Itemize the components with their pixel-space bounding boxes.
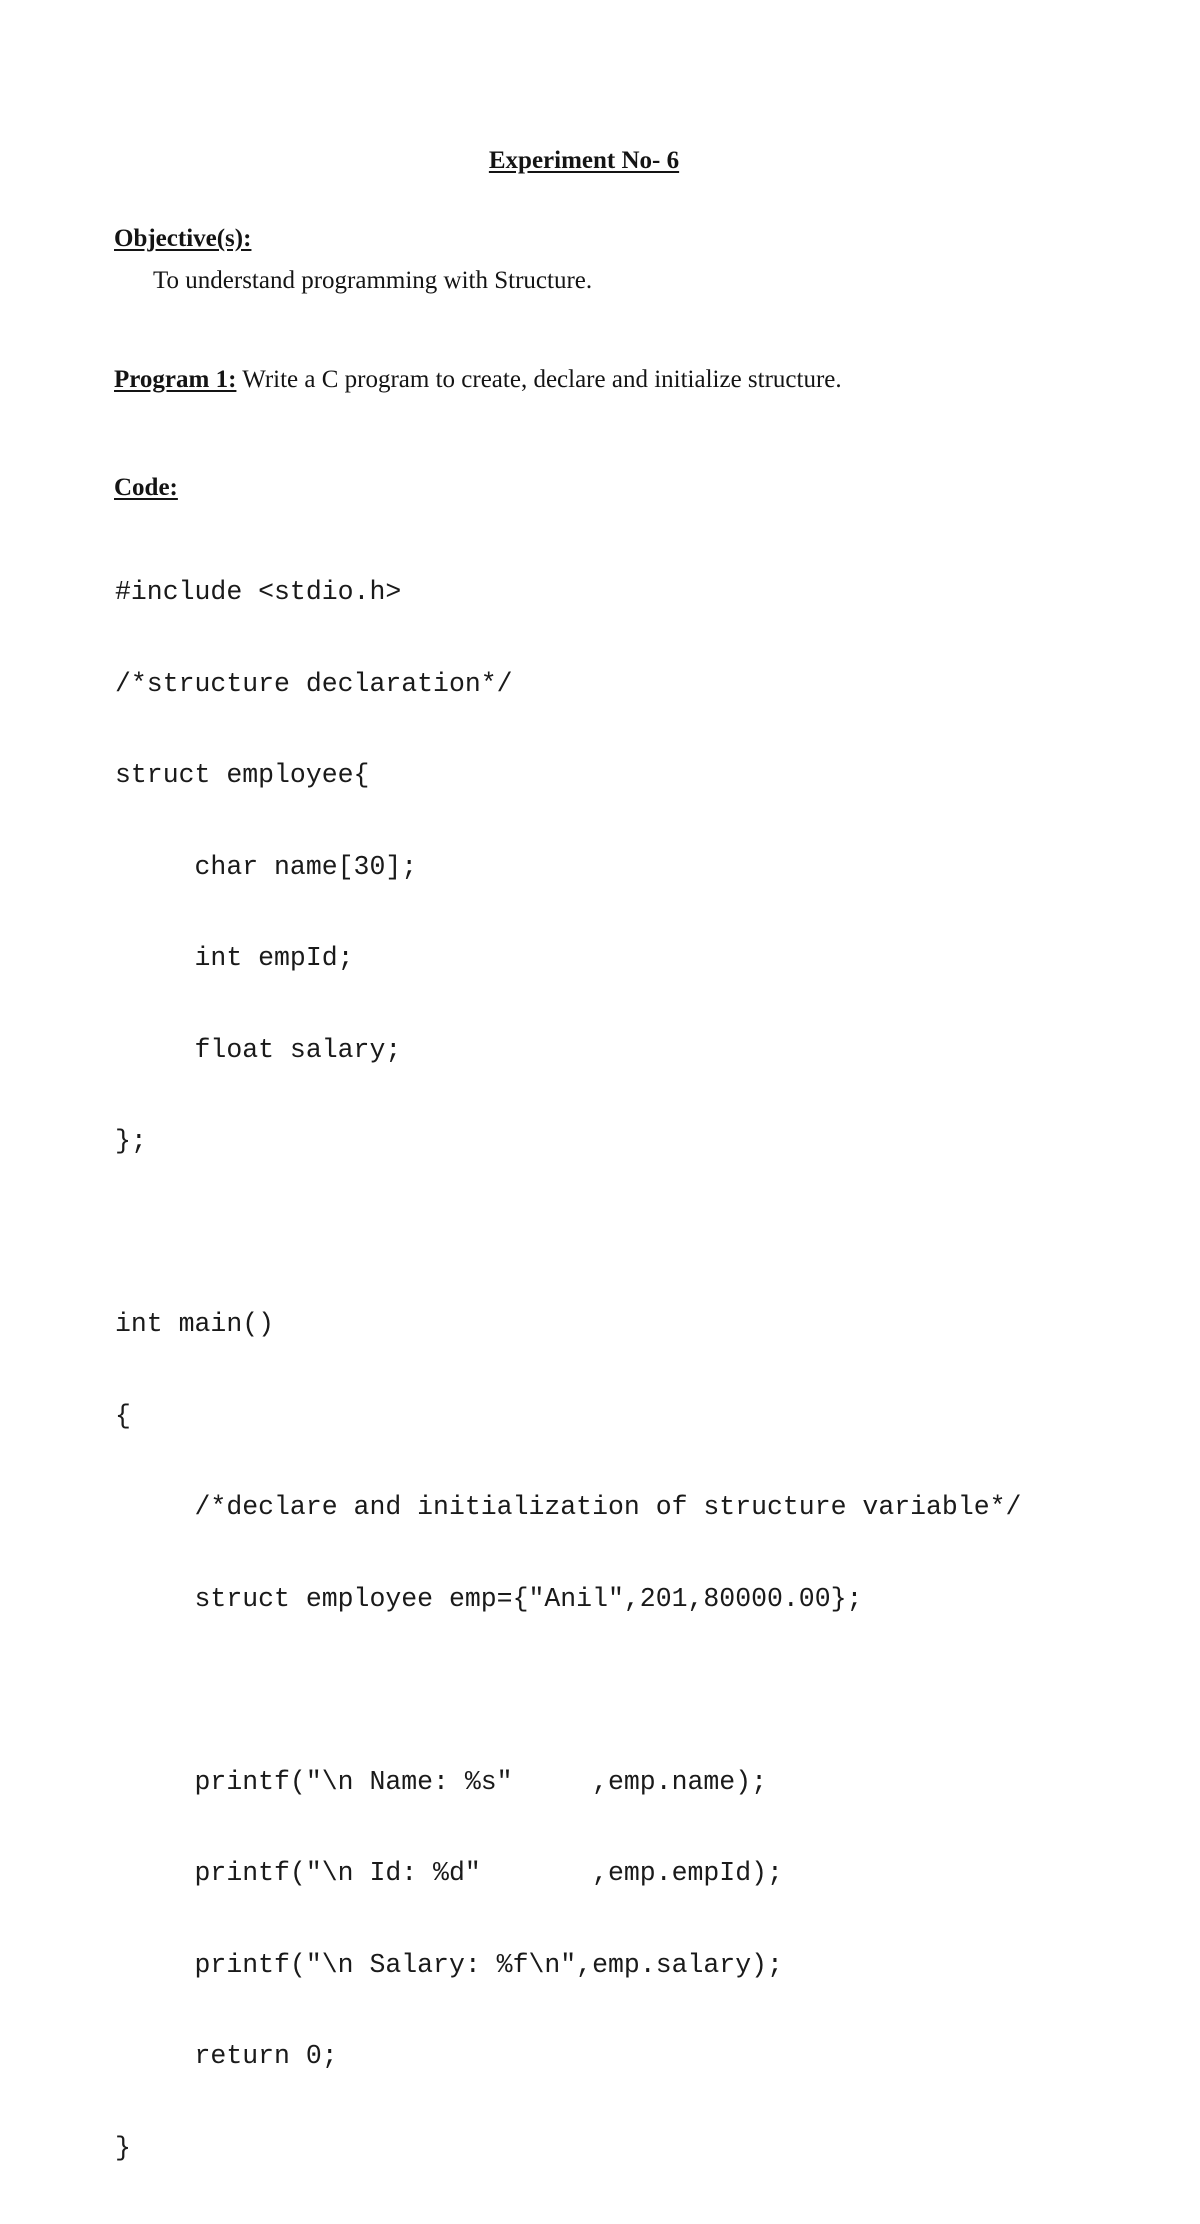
code-line: } (115, 2132, 131, 2163)
code-line: printf("\n Id: %d" ,emp.empId); (115, 1858, 783, 1888)
code-line (115, 1675, 1021, 1706)
code-line: float salary; (115, 1034, 402, 1065)
code-line: printf("\n Salary: %f\n",emp.salary); (115, 1949, 783, 1980)
code-line: }; (115, 1126, 147, 1156)
page-title: Experiment No- 6 (488, 147, 680, 174)
code-block (115, 516, 1021, 2224)
code-line: int empId; (115, 943, 354, 973)
program-description: Write a C program to create, declare and initialize structure. (236, 366, 842, 393)
code-line: /*declare and initialization of structure variable*/ (115, 1492, 1022, 1522)
code-line: { (115, 1400, 131, 1431)
code-line: /*structure declaration*/ (115, 668, 513, 699)
objective-text: To understand programming with Structure. (153, 267, 593, 294)
code-line: struct employee emp={"Anil",201,80000.00}; (115, 1583, 863, 1614)
objective-heading: Objective(s): (114, 225, 252, 252)
code-heading: Code: (114, 474, 178, 501)
code-line (115, 1218, 1021, 1249)
program-statement (114, 366, 842, 394)
code-line: struct employee{ (115, 760, 370, 790)
program-label: Program 1: (114, 366, 237, 393)
code-line: char name[30]; (115, 851, 418, 882)
code-line: printf("\n Name: %s" ,emp.name); (115, 1766, 768, 1797)
code-line: int main() (115, 1309, 275, 1339)
code-line: return 0; (115, 2041, 338, 2071)
code-line: #include <stdio.h> (115, 577, 402, 607)
